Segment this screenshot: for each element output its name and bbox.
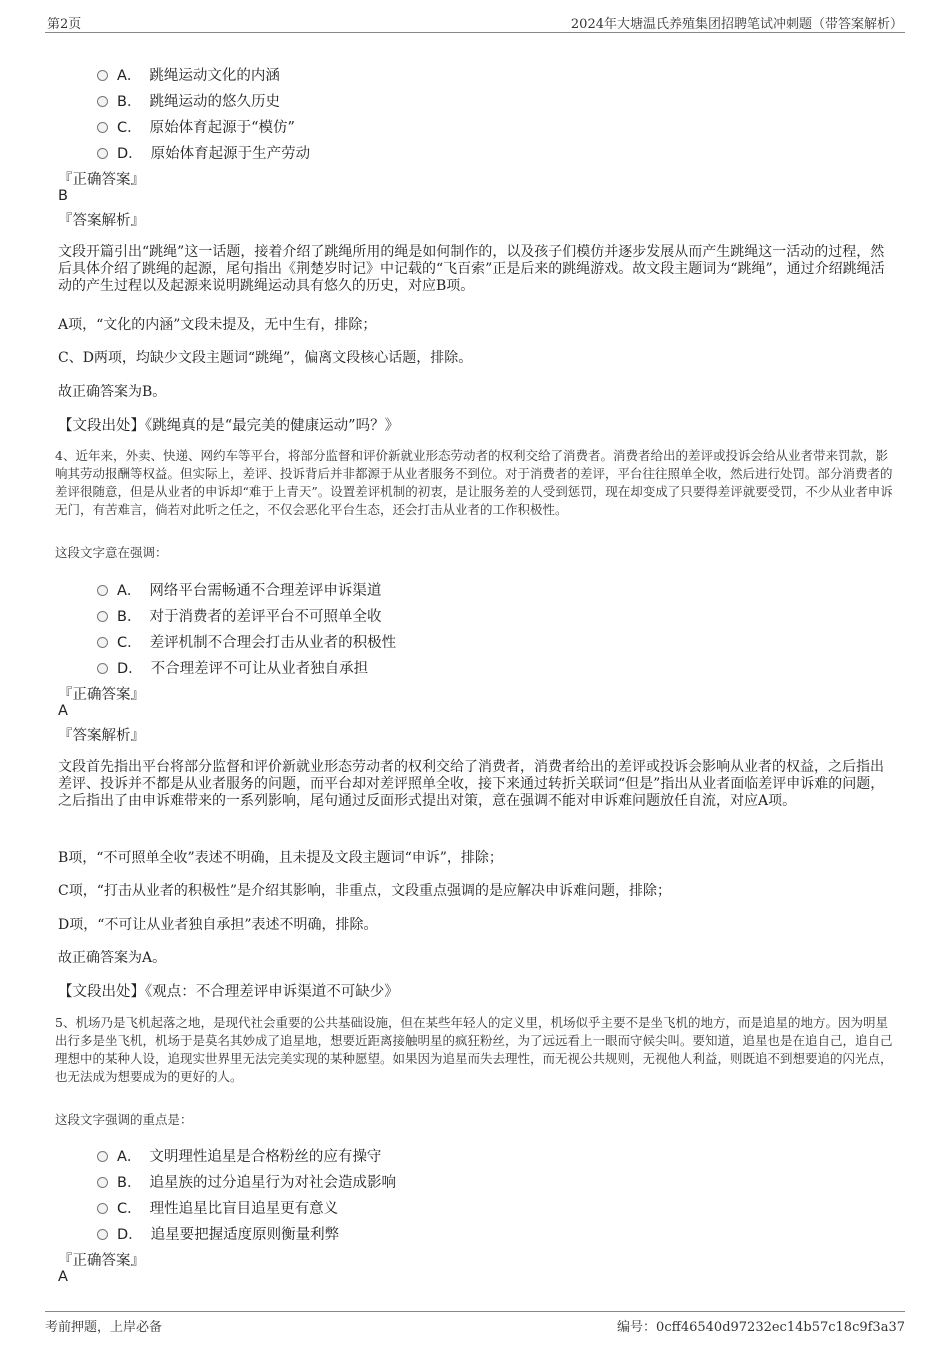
q5-answer: A	[58, 1269, 68, 1285]
q4-conclusion: 故正确答案为A。	[58, 950, 167, 966]
q3-answer: B	[58, 188, 68, 204]
q3-note-cd: C、D两项，均缺少文段主题词“跳绳”，偏离文段核心话题，排除。	[58, 350, 473, 366]
q4-note-c: C项，“打击从业者的积极性”是介绍其影响，非重点，文段重点强调的是应解决申诉难问题，排除；	[58, 883, 672, 899]
radio-icon[interactable]	[97, 1151, 108, 1162]
document-title: 2024年大塘温氏养殖集团招聘笔试冲刺题（带答案解析）	[570, 17, 903, 32]
footer-slogan: 考前押题，上岸必备	[45, 1320, 163, 1335]
q5-answer-label: 『正确答案』	[58, 1253, 145, 1269]
q5-stem: 5、机场乃是飞机起落之地，是现代社会重要的公共基础设施，但在某些年轻人的定义里，机场似乎主要不是坐飞机的地方，而是追星的地方。因为明星出行多是坐飞机，机场于是莫名其妙成了追星地，想要近距离接触明星的疯狂粉丝，为了远远看上一眼而守候尖叫。要知道，追星也是在追自己，追自己理想中的某种人设，追现实世界里无法完美实现的某种愿望。如果因为追星而失去理性，而无视公共规则，无视他人利益，则既追不到想要追的闪光点，也无法成为想要成为的更好的人。	[55, 1015, 893, 1084]
q4-option-d[interactable]: D． 不合理差评不可让从业者独自承担	[97, 657, 368, 678]
radio-icon[interactable]	[97, 70, 108, 81]
q3-answer-label: 『正确答案』	[58, 172, 145, 188]
q4-option-b[interactable]: B． 对于消费者的差评平台不可照单全收	[97, 605, 381, 626]
q5-option-c[interactable]: C． 理性追星比盲目追星更有意义	[97, 1197, 338, 1218]
q4-stem: 4、近年来，外卖、快递、网约车等平台，将部分监督和评价新就业形态劳动者的权利交给了消费者。消费者给出的差评或投诉会给从业者带来罚款，影响其劳动报酬等权益。但实际上，差评、投诉背后并非都源于从业者服务不到位。对于消费者的差评，平台往往照单全收，然后进行处罚。部分消费者的差评很随意，但是从业者的申诉却“难于上青天”。设置差评机制的初衷，是让服务差的人受到惩罚，现在却变成了只要得差评就要受罚，不少从业者申诉无门，有苦难言，倘若对此听之任之，不仅会恶化平台生态，还会打击从业者的工作积极性。	[55, 448, 893, 517]
q3-option-d[interactable]: D． 原始体育起源于生产劳动	[97, 142, 310, 163]
q5-option-d[interactable]: D． 追星要把握适度原则衡量利弊	[97, 1223, 339, 1244]
q4-answer: A	[58, 703, 68, 719]
radio-icon[interactable]	[97, 1177, 108, 1188]
q4-analysis-label: 『答案解析』	[58, 728, 145, 744]
q4-note-d: D项，“不可让从业者独自承担”表述不明确，排除。	[58, 917, 378, 933]
radio-icon[interactable]	[97, 1229, 108, 1240]
radio-icon[interactable]	[97, 1203, 108, 1214]
q4-option-a[interactable]: A． 网络平台需畅通不合理差评申诉渠道	[97, 579, 381, 600]
q4-analysis: 文段首先指出平台将部分监督和评价新就业形态劳动者的权利交给了消费者，消费者给出的差评或投诉会影响从业者的权益，之后指出差评、投诉并不都是从业者服务的问题，而平台却对差评照单全收，接下来通过转折关联词“但是”指出从业者面临差评申诉难的问题，之后指出了由申诉难带来的一系列影响，尾句通过反面形式提出对策，意在强调不能对申诉难问题放任自流，对应A项。	[58, 759, 885, 809]
q3-conclusion: 故正确答案为B。	[58, 384, 167, 400]
page-number: 第2页	[47, 17, 82, 32]
radio-icon[interactable]	[97, 663, 108, 674]
q5-option-b[interactable]: B． 追星族的过分追星行为对社会造成影响	[97, 1171, 396, 1192]
radio-icon[interactable]	[97, 96, 108, 107]
q3-analysis-label: 『答案解析』	[58, 213, 145, 229]
radio-icon[interactable]	[97, 611, 108, 622]
q5-prompt: 这段文字强调的重点是：	[55, 1112, 193, 1127]
q4-prompt: 这段文字意在强调：	[55, 545, 168, 560]
q3-option-b[interactable]: B． 跳绳运动的悠久历史	[97, 90, 280, 111]
q4-source: 【文段出处】《观点：不合理差评申诉渠道不可缺少》	[58, 984, 399, 1000]
page-footer	[45, 1311, 905, 1342]
q3-note-a: A项，“文化的内涵”文段未提及，无中生有，排除；	[58, 317, 377, 333]
radio-icon[interactable]	[97, 637, 108, 648]
q3-option-c[interactable]: C． 原始体育起源于“模仿”	[97, 116, 295, 137]
radio-icon[interactable]	[97, 122, 108, 133]
q5-option-a[interactable]: A． 文明理性追星是合格粉丝的应有操守	[97, 1145, 381, 1166]
q4-answer-label: 『正确答案』	[58, 687, 145, 703]
q3-analysis: 文段开篇引出“跳绳”这一话题，接着介绍了跳绳所用的绳是如何制作的，以及孩子们模仿并逐步发展从而产生跳绳这一活动的过程，然后具体介绍了跳绳的起源，尾句指出《荆楚岁时记》中记载的“飞百索”正是后来的跳绳游戏。故文段主题词为“跳绳”，通过介绍跳绳活动的产生过程以及起源来说明跳绳运动具有悠久的历史，对应B项。	[58, 244, 885, 294]
footer-serial: 编号：0cff46540d97232ec14b57c18c9f3a37	[617, 1320, 905, 1335]
page-header	[45, 10, 905, 33]
radio-icon[interactable]	[97, 148, 108, 159]
q4-note-b: B项，“不可照单全收”表述不明确，且未提及文段主题词“申诉”，排除；	[58, 850, 503, 866]
q3-source: 【文段出处】《跳绳真的是“最完美的健康运动”吗？》	[58, 418, 400, 434]
q3-option-a[interactable]: A． 跳绳运动文化的内涵	[97, 64, 280, 85]
radio-icon[interactable]	[97, 585, 108, 596]
q4-option-c[interactable]: C． 差评机制不合理会打击从业者的积极性	[97, 631, 396, 652]
